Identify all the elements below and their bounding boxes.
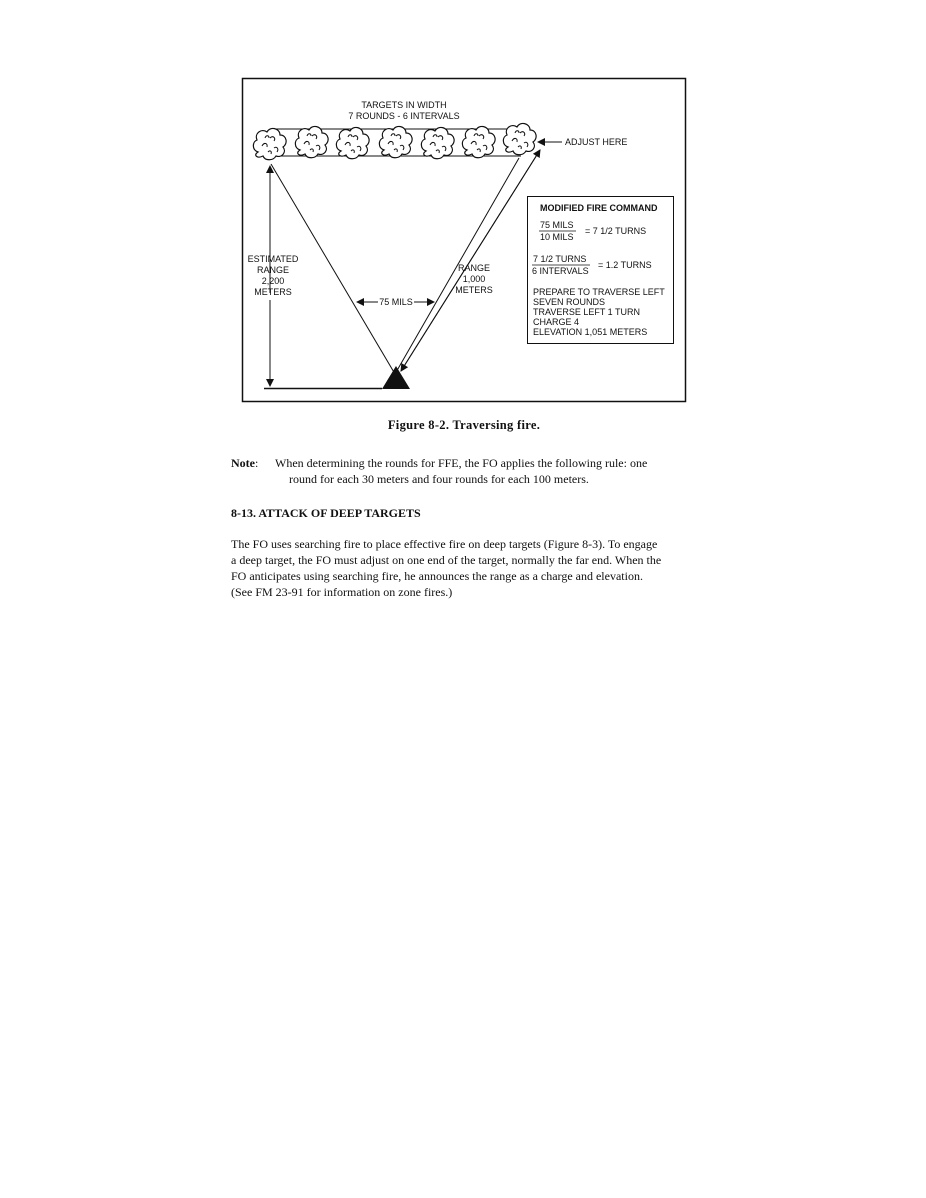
paragraph-line-2: a deep target, the FO must adjust on one end of the target, normally the far end. When the	[231, 553, 662, 567]
paragraph-line-1: The FO uses searching fire to place effective fire on deep targets (Figure 8-3). To engage	[231, 537, 658, 551]
section-heading: 8-13. ATTACK OF DEEP TARGETS	[231, 506, 421, 520]
eq2-numerator: 7 1/2 TURNS	[533, 254, 587, 264]
command-line-3: TRAVERSE LEFT 1 TURN	[533, 307, 641, 317]
note-label-text: Note	[231, 456, 255, 470]
note-colon: :	[255, 456, 259, 470]
command-line-1: PREPARE TO TRAVERSE LEFT	[533, 287, 665, 297]
note-line-1: When determining the rounds for FFE, the FO applies the following rule: one	[275, 456, 648, 470]
angle-label: 75 MILS	[379, 297, 413, 307]
range-right-line1: RANGE	[457, 263, 491, 273]
note-line-2: round for each 30 meters and four rounds for each 100 meters.	[289, 472, 589, 486]
eq2-result: = 1.2 TURNS	[598, 260, 652, 270]
paragraph-line-3: FO anticipates using searching fire, he announces the range as a charge and elevation.	[231, 569, 643, 583]
estimated-range-line1: ESTIMATED	[247, 254, 299, 264]
figure-caption: Figure 8-2. Traversing fire.	[387, 418, 541, 432]
eq1-result: = 7 1/2 TURNS	[585, 226, 647, 236]
command-line-5: ELEVATION 1,051 METERS	[533, 327, 648, 337]
targets-label-line1: TARGETS IN WIDTH	[361, 100, 447, 110]
targets-label-line2: 7 ROUNDS - 6 INTERVALS	[348, 111, 460, 121]
section-paragraph	[231, 536, 701, 600]
estimated-range-line3: 2,200	[261, 276, 285, 286]
fire-command-title: MODIFIED FIRE COMMAND	[540, 203, 658, 213]
eq1-denominator: 10 MILS	[540, 232, 574, 242]
paragraph-line-4: (See FM 23-91 for information on zone fires.)	[231, 585, 453, 599]
adjust-here-label: ADJUST HERE	[565, 137, 628, 147]
eq1-numerator: 75 MILS	[540, 220, 574, 230]
command-line-2: SEVEN ROUNDS	[533, 297, 606, 307]
range-right-line2: 1,000	[462, 274, 486, 284]
range-right-line3: METERS	[455, 285, 493, 295]
eq2-denominator: 6 INTERVALS	[532, 266, 589, 276]
estimated-range-line2: RANGE	[256, 265, 290, 275]
note-body	[275, 455, 705, 487]
estimated-range-line4: METERS	[254, 287, 292, 297]
command-line-4: CHARGE 4	[533, 317, 580, 327]
note-label	[231, 455, 258, 471]
